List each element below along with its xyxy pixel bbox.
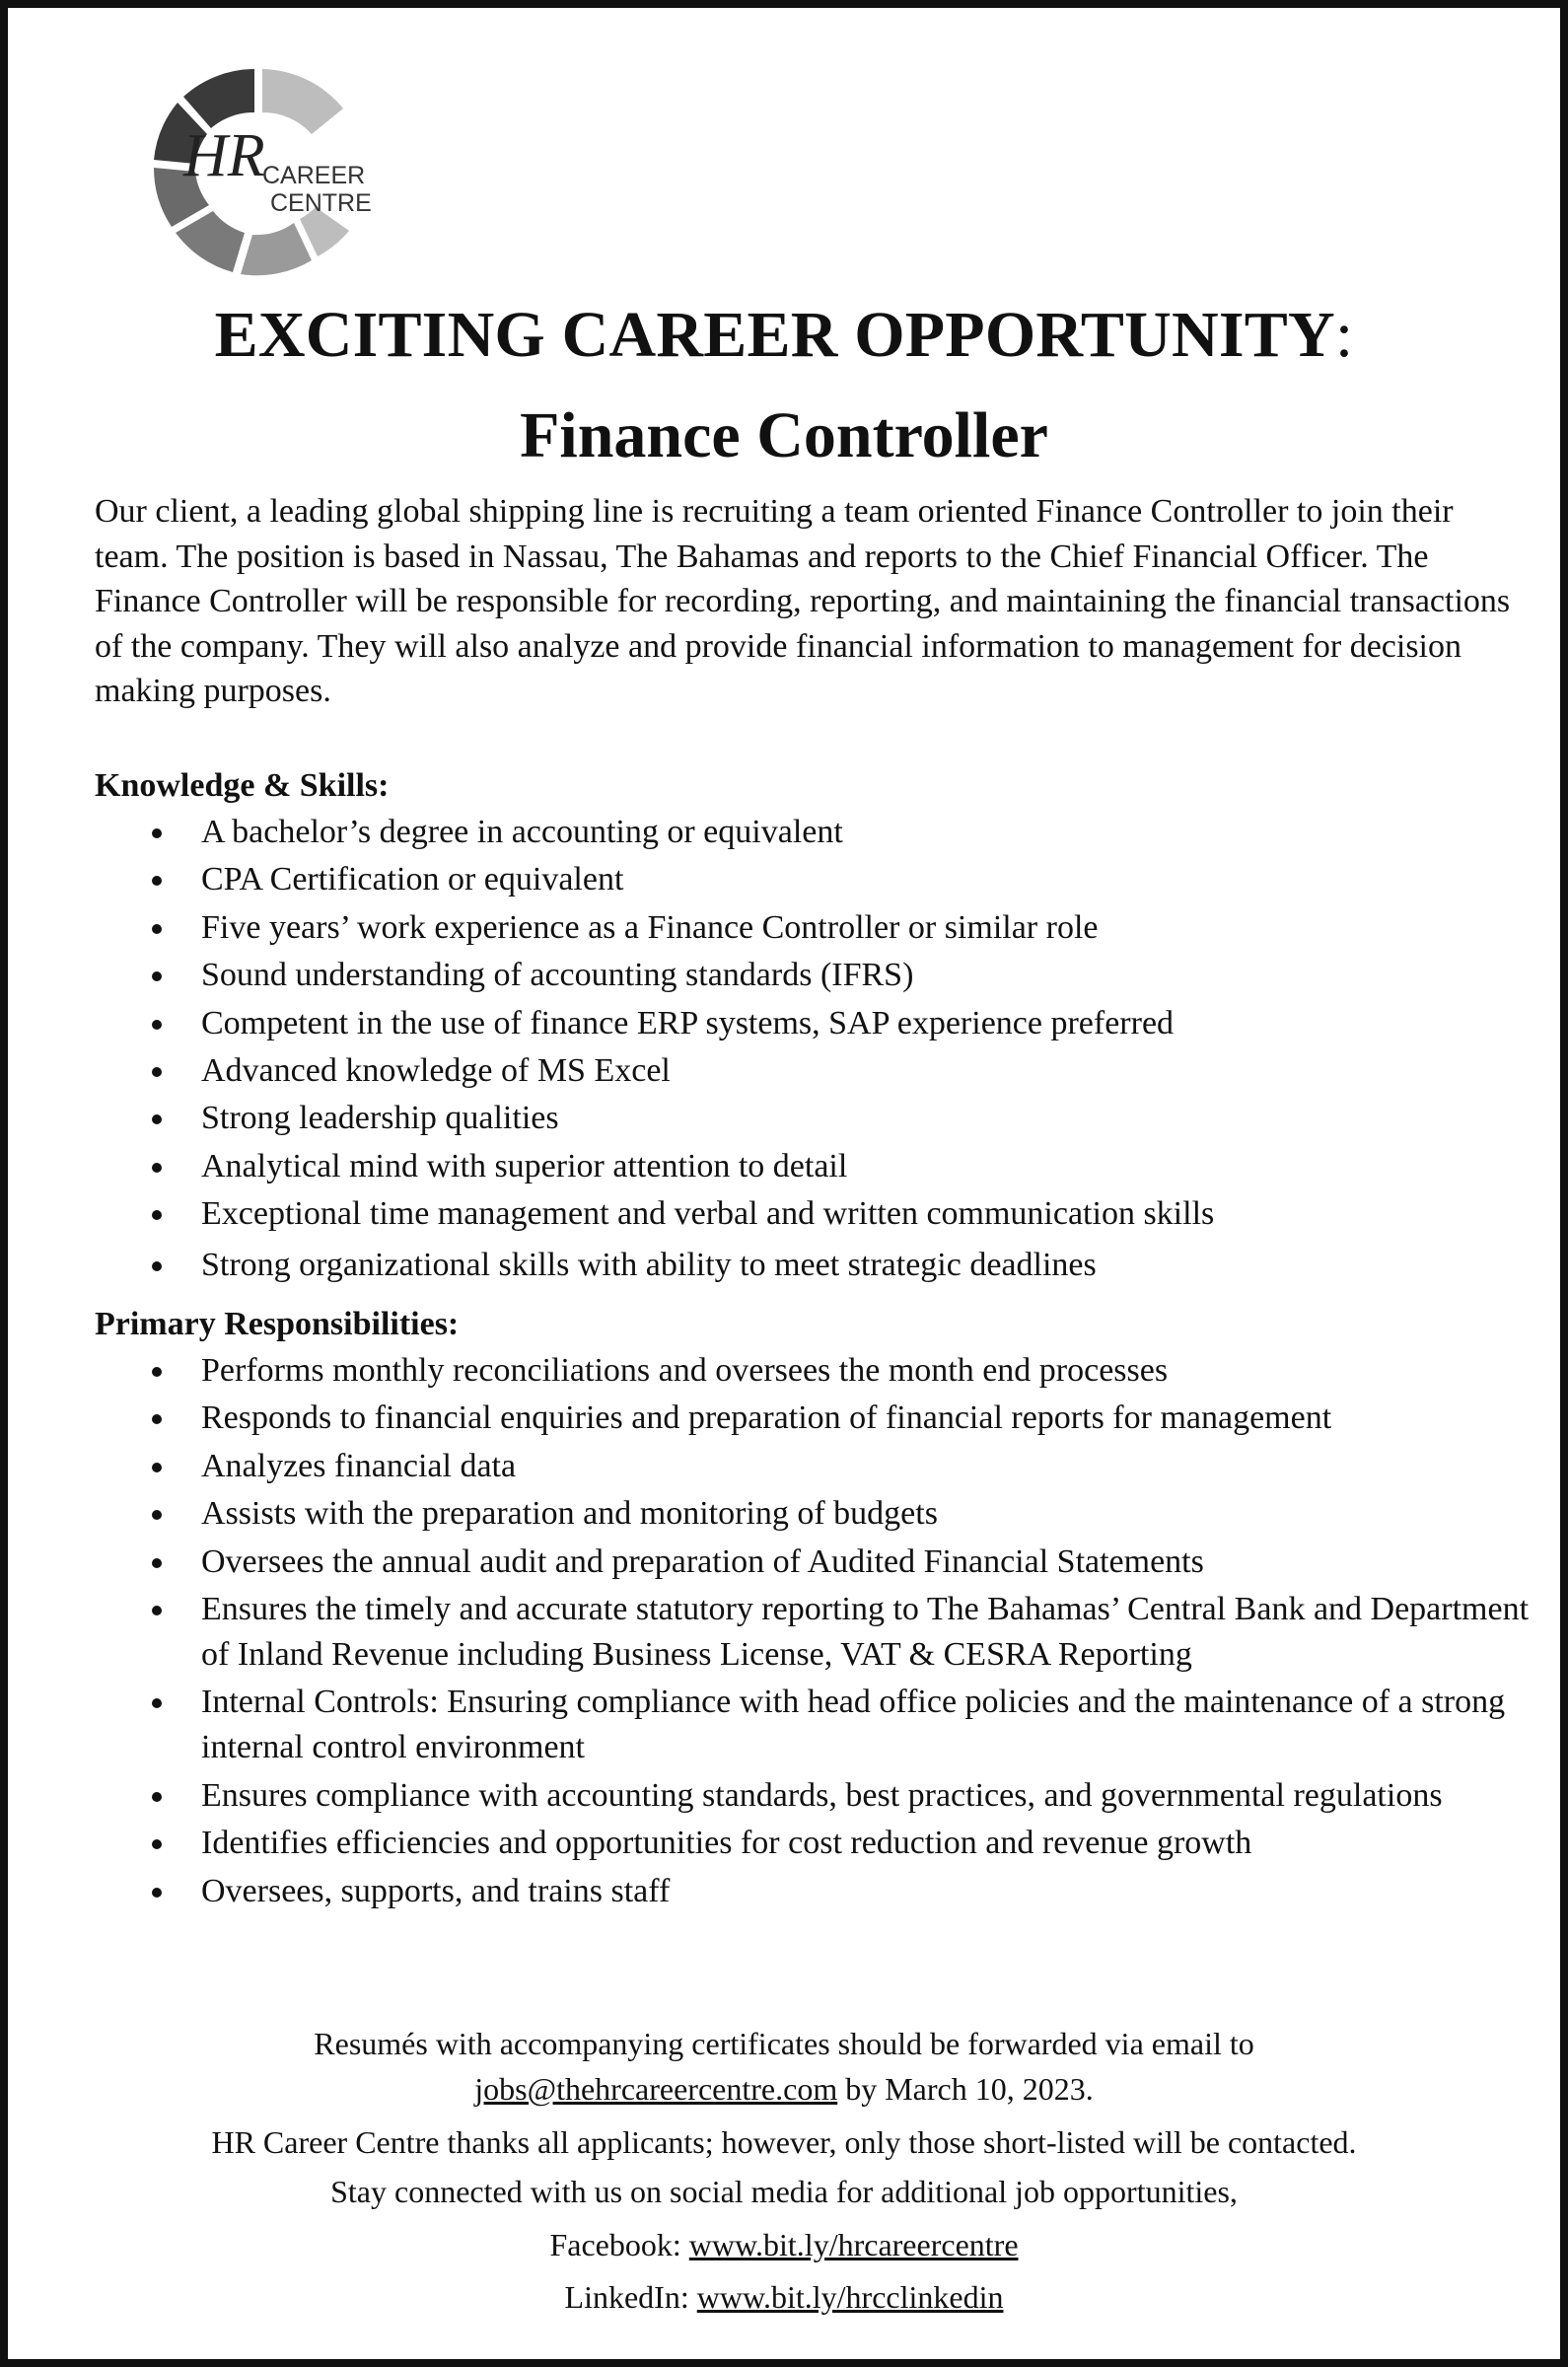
list-item-text: Strong organizational skills with ability to meet strategic deadlines [201,1247,1097,1284]
linkedin-link[interactable]: www.bit.ly/hrcclinkedin [696,2279,1004,2315]
job-title: Finance Controller [520,399,1048,471]
list-item-text: Ensures compliance with accounting standards, best practices, and governmental regulations [201,1776,1443,1814]
list-item [95,1243,1544,1288]
bullet-icon [152,1367,162,1377]
bullet-icon [152,1163,162,1173]
list-item-text: A bachelor’s degree in accounting or equivalent [201,814,843,850]
bullet-icon [152,924,162,934]
list-item [95,1144,1544,1189]
facebook-label: Facebook: [549,2227,681,2262]
responsibilities-heading: Primary Responsibilities: [95,1306,460,1342]
bullet-icon [152,1210,162,1220]
list-item-text: Analytical mind with superior attention to detail [201,1147,848,1184]
list-item [95,1396,1544,1441]
social-intro-text: Stay connected with us on social media for additional job opportunities, [330,2174,1238,2209]
facebook-link[interactable]: www.bit.ly/hrcareercentre [688,2227,1019,2262]
list-item-text: Exceptional time management and verbal and written communication skills [201,1195,1215,1233]
bullet-icon [152,1558,162,1568]
bullet-icon [152,1792,162,1802]
bullet-icon [152,1698,162,1708]
email-link[interactable]: jobs@thehrcareercentre.com [474,2071,838,2107]
thanks-text: HR Career Centre thanks all applicants; however, only those short-listed will be contacted. [211,2124,1357,2160]
bullet-icon [152,876,162,886]
page-title-colon: : [1334,299,1354,371]
list-item [95,1587,1544,1678]
bullet-icon [152,1463,162,1472]
list-item-text: Oversees the annual audit and preparation of Audited Financial Statements [201,1542,1204,1580]
list-item [95,1821,1544,1866]
linkedin-line [8,2275,1560,2319]
resume-instructions: Resumés with accompanying certificates should be forwarded via email to [314,2026,1254,2061]
skills-heading: Knowledge & Skills: [95,767,390,804]
responsibilities-list [95,1348,1544,1916]
logo-graphic [114,57,391,284]
list-item [95,1348,1544,1394]
list-item [95,1001,1544,1046]
list-item [95,905,1544,951]
list-item [95,1869,1544,1914]
deadline-text: by March 10, 2023. [845,2071,1094,2107]
facebook-line [8,2223,1560,2266]
bullet-icon [152,1839,162,1849]
email-line [8,2067,1560,2111]
hr-career-centre-logo [114,57,391,284]
logo-text-career: CAREER [262,162,366,189]
bullet-icon [152,1067,162,1077]
list-item [95,1048,1544,1094]
list-item-text: Sound understanding of accounting standards (IFRS) [201,957,914,994]
skills-list [95,810,1544,1291]
logo-monogram: HR [183,122,265,189]
list-item [95,1444,1544,1489]
bullet-icon [152,971,162,981]
bullet-icon [152,1888,162,1898]
intro-paragraph: Our client, a leading global shipping line is recruiting a team oriented Finance Controller to join their team. The position is based in Nassau, The Bahamas and reports to the Chief Financial Officer. The Finance Controller will be responsible for recording, reporting, and maintaining the financial transactions of the company. They will also analyze and provide financial information to management for decision making purposes. [95,493,1511,709]
bullet-icon [152,1414,162,1424]
page-title [8,296,1560,375]
linkedin-label: LinkedIn: [564,2279,689,2315]
list-item-text: CPA Certification or equivalent [201,861,624,898]
list-item-text: Analyzes financial data [201,1447,517,1484]
list-item-text: Strong leadership qualities [201,1100,559,1137]
list-item [95,1680,1544,1770]
list-item [95,810,1544,855]
list-item-text: Ensures the timely and accurate statutory reporting to The Bahamas’ Central Bank and Department of Inland Revenue including Business License, VAT & CESRA Reporting [201,1590,1530,1673]
bullet-icon [152,1114,162,1124]
bullet-icon [152,1261,162,1271]
list-item [95,1491,1544,1537]
list-item-text: Internal Controls: Ensuring compliance with head office policies and the maintenance of a strong internal control environment [201,1684,1506,1766]
bullet-icon [152,1606,162,1615]
list-item-text: Identifies efficiencies and opportunities for cost reduction and revenue growth [201,1825,1252,1862]
list-item [95,1096,1544,1141]
bullet-icon [152,1020,162,1030]
list-item-text: Five years’ work experience as a Finance Controller or similar role [201,908,1099,946]
bullet-icon [152,828,162,838]
job-posting-page [8,8,1560,2359]
bullet-icon [152,1510,162,1520]
list-item-text: Assists with the preparation and monitoring of budgets [201,1495,938,1533]
list-item-text: Advanced knowledge of MS Excel [201,1051,671,1089]
list-item [95,1773,1544,1819]
page-title-text: EXCITING CAREER OPPORTUNITY [214,299,1335,371]
list-item [95,1540,1544,1585]
list-item-text: Responds to financial enquiries and preparation of financial reports for management [201,1399,1332,1437]
list-item-text: Performs monthly reconciliations and oversees the month end processes [201,1352,1169,1389]
list-item [95,1191,1544,1237]
list-item-text: Competent in the use of finance ERP systems, SAP experience preferred [201,1004,1175,1041]
list-item [95,857,1544,902]
list-item-text: Oversees, supports, and trains staff [201,1872,671,1909]
list-item [95,953,1544,998]
logo-text-centre: CENTRE [270,189,372,217]
